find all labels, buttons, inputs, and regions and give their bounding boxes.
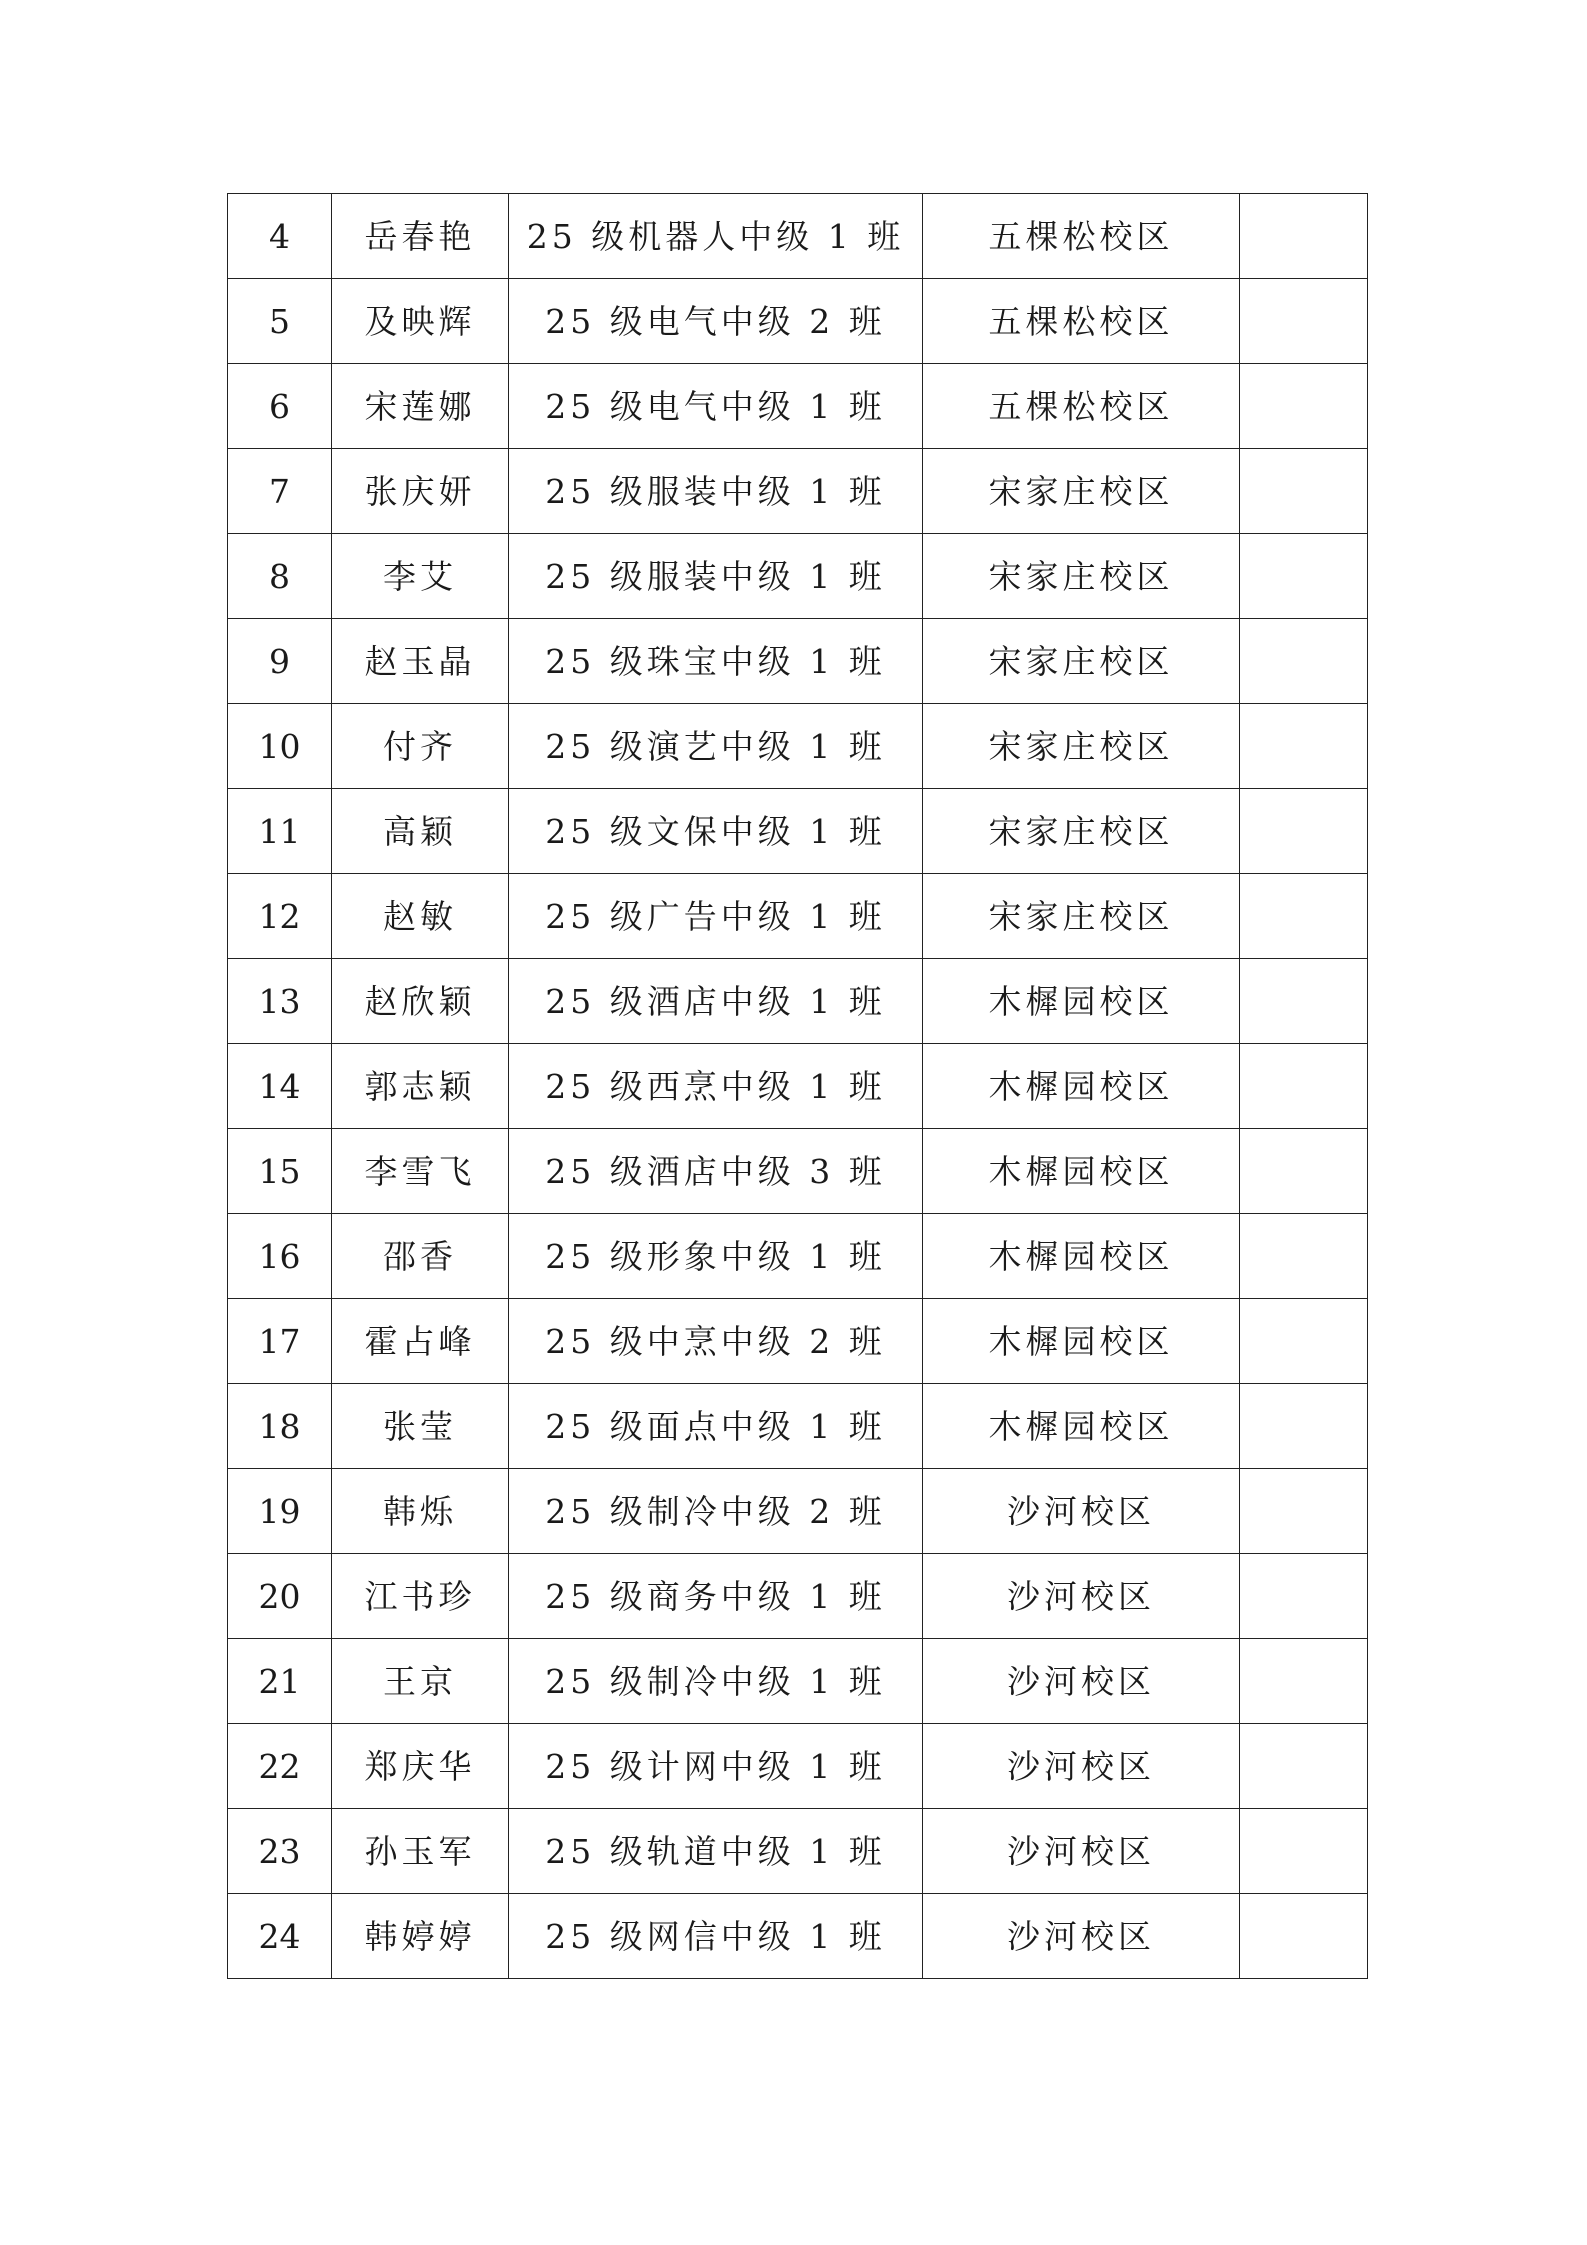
student-name-cell: 高颖 [332,789,509,874]
note-cell [1240,534,1368,619]
student-name-cell: 张庆妍 [332,449,509,534]
class-name-cell: 25 级电气中级 2 班 [509,279,923,364]
table-row [228,534,1368,619]
class-name-cell: 25 级文保中级 1 班 [509,789,923,874]
campus-cell: 五棵松校区 [923,279,1240,364]
student-name-cell: 张莹 [332,1384,509,1469]
student-name-cell: 李艾 [332,534,509,619]
campus-cell: 沙河校区 [923,1554,1240,1639]
campus-cell: 宋家庄校区 [923,704,1240,789]
campus-cell: 宋家庄校区 [923,874,1240,959]
note-cell [1240,1384,1368,1469]
class-name-cell: 25 级酒店中级 3 班 [509,1129,923,1214]
table-row [228,1894,1368,1979]
class-name-cell: 25 级演艺中级 1 班 [509,704,923,789]
table-row [228,959,1368,1044]
row-index-cell: 11 [228,789,332,874]
campus-cell: 沙河校区 [923,1639,1240,1724]
class-name-cell: 25 级机器人中级 1 班 [509,194,923,279]
table-row [228,449,1368,534]
note-cell [1240,704,1368,789]
campus-cell: 五棵松校区 [923,194,1240,279]
table-row [228,1554,1368,1639]
class-name-cell: 25 级计网中级 1 班 [509,1724,923,1809]
student-name-cell: 韩婷婷 [332,1894,509,1979]
class-name-cell: 25 级西烹中级 1 班 [509,1044,923,1129]
table-row [228,364,1368,449]
class-name-cell: 25 级中烹中级 2 班 [509,1299,923,1384]
row-index-cell: 6 [228,364,332,449]
student-name-cell: 江书珍 [332,1554,509,1639]
campus-cell: 宋家庄校区 [923,789,1240,874]
campus-cell: 宋家庄校区 [923,449,1240,534]
table-row [228,874,1368,959]
table-row [228,619,1368,704]
row-index-cell: 8 [228,534,332,619]
note-cell [1240,1469,1368,1554]
campus-cell: 沙河校区 [923,1469,1240,1554]
row-index-cell: 16 [228,1214,332,1299]
class-name-cell: 25 级面点中级 1 班 [509,1384,923,1469]
note-cell [1240,279,1368,364]
class-name-cell: 25 级电气中级 1 班 [509,364,923,449]
note-cell [1240,1044,1368,1129]
row-index-cell: 23 [228,1809,332,1894]
table-row [228,789,1368,874]
student-name-cell: 邵香 [332,1214,509,1299]
student-name-cell: 岳春艳 [332,194,509,279]
table-row [228,1724,1368,1809]
note-cell [1240,1554,1368,1639]
class-name-cell: 25 级形象中级 1 班 [509,1214,923,1299]
note-cell [1240,449,1368,534]
table-row [228,1129,1368,1214]
student-name-cell: 及映辉 [332,279,509,364]
campus-cell: 宋家庄校区 [923,619,1240,704]
table-row [228,279,1368,364]
row-index-cell: 19 [228,1469,332,1554]
student-name-cell: 孙玉军 [332,1809,509,1894]
note-cell [1240,1639,1368,1724]
row-index-cell: 9 [228,619,332,704]
row-index-cell: 4 [228,194,332,279]
row-index-cell: 15 [228,1129,332,1214]
student-name-cell: 赵敏 [332,874,509,959]
student-name-cell: 宋莲娜 [332,364,509,449]
row-index-cell: 21 [228,1639,332,1724]
class-name-cell: 25 级广告中级 1 班 [509,874,923,959]
class-name-cell: 25 级网信中级 1 班 [509,1894,923,1979]
note-cell [1240,1809,1368,1894]
row-index-cell: 10 [228,704,332,789]
note-cell [1240,1299,1368,1384]
row-index-cell: 22 [228,1724,332,1809]
table-row [228,1044,1368,1129]
student-name-cell: 霍占峰 [332,1299,509,1384]
student-name-cell: 李雪飞 [332,1129,509,1214]
row-index-cell: 5 [228,279,332,364]
table-row [228,1639,1368,1724]
note-cell [1240,1894,1368,1979]
row-index-cell: 13 [228,959,332,1044]
note-cell [1240,194,1368,279]
roster-table-body [228,194,1368,1979]
student-name-cell: 韩烁 [332,1469,509,1554]
student-name-cell: 郭志颖 [332,1044,509,1129]
campus-cell: 木樨园校区 [923,1214,1240,1299]
class-name-cell: 25 级服装中级 1 班 [509,534,923,619]
note-cell [1240,1724,1368,1809]
table-row [228,1469,1368,1554]
class-name-cell: 25 级制冷中级 1 班 [509,1639,923,1724]
campus-cell: 沙河校区 [923,1809,1240,1894]
student-name-cell: 郑庆华 [332,1724,509,1809]
note-cell [1240,874,1368,959]
campus-cell: 木樨园校区 [923,1044,1240,1129]
note-cell [1240,959,1368,1044]
campus-cell: 沙河校区 [923,1724,1240,1809]
table-row [228,1214,1368,1299]
student-name-cell: 赵欣颖 [332,959,509,1044]
campus-cell: 木樨园校区 [923,959,1240,1044]
note-cell [1240,1214,1368,1299]
class-name-cell: 25 级轨道中级 1 班 [509,1809,923,1894]
table-row [228,704,1368,789]
class-name-cell: 25 级服装中级 1 班 [509,449,923,534]
roster-table [227,193,1368,1979]
class-name-cell: 25 级制冷中级 2 班 [509,1469,923,1554]
row-index-cell: 18 [228,1384,332,1469]
campus-cell: 木樨园校区 [923,1129,1240,1214]
note-cell [1240,1129,1368,1214]
note-cell [1240,364,1368,449]
campus-cell: 五棵松校区 [923,364,1240,449]
campus-cell: 木樨园校区 [923,1384,1240,1469]
row-index-cell: 7 [228,449,332,534]
row-index-cell: 14 [228,1044,332,1129]
campus-cell: 木樨园校区 [923,1299,1240,1384]
note-cell [1240,789,1368,874]
campus-cell: 沙河校区 [923,1894,1240,1979]
class-name-cell: 25 级商务中级 1 班 [509,1554,923,1639]
row-index-cell: 24 [228,1894,332,1979]
table-row [228,194,1368,279]
table-row [228,1384,1368,1469]
student-name-cell: 付齐 [332,704,509,789]
student-name-cell: 王京 [332,1639,509,1724]
row-index-cell: 12 [228,874,332,959]
table-row [228,1809,1368,1894]
class-name-cell: 25 级酒店中级 1 班 [509,959,923,1044]
class-name-cell: 25 级珠宝中级 1 班 [509,619,923,704]
campus-cell: 宋家庄校区 [923,534,1240,619]
row-index-cell: 17 [228,1299,332,1384]
table-row [228,1299,1368,1384]
student-name-cell: 赵玉晶 [332,619,509,704]
row-index-cell: 20 [228,1554,332,1639]
note-cell [1240,619,1368,704]
